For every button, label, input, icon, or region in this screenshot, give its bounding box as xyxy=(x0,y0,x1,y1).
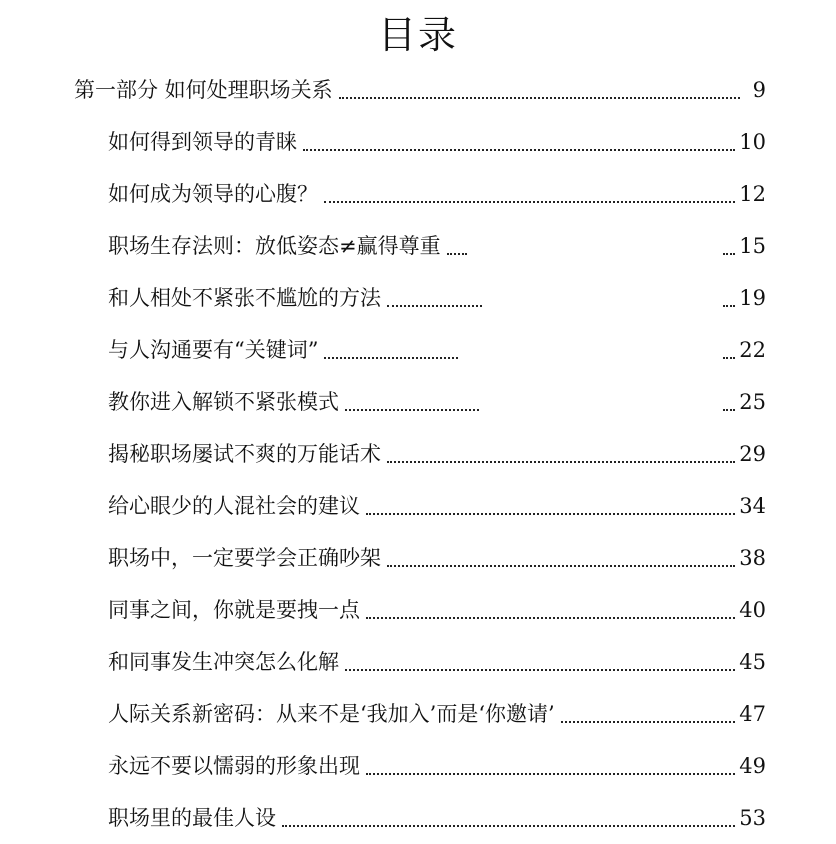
toc-entry-label: 同事之间，你就是要拽一点 xyxy=(108,598,360,622)
toc-entry-page: 53 xyxy=(739,806,766,830)
toc-entry-page: 10 xyxy=(739,130,766,154)
toc-entry[interactable] xyxy=(108,231,766,261)
dot-leader xyxy=(324,201,735,203)
dot-leader-tail xyxy=(723,409,735,411)
toc-entry[interactable] xyxy=(108,387,766,417)
toc-entry[interactable] xyxy=(108,127,766,157)
toc-entry-page: 49 xyxy=(739,754,766,778)
dot-leader xyxy=(345,669,735,671)
toc-entry-label: 揭秘职场屡试不爽的万能话术 xyxy=(108,442,381,466)
toc-entry-label: 职场里的最佳人设 xyxy=(108,806,276,830)
toc-entry-page: 38 xyxy=(739,546,766,570)
dot-leader xyxy=(366,513,735,515)
toc-entry-label: 永远不要以懦弱的形象出现 xyxy=(108,754,360,778)
toc-entry-label: 职场生存法则：放低姿态≠赢得尊重 xyxy=(108,234,441,258)
toc-entry[interactable] xyxy=(108,179,766,209)
toc-entry[interactable] xyxy=(108,491,766,521)
toc-entry-label: 教你进入解锁不紧张模式 xyxy=(108,390,339,414)
toc-entry-page: 22 xyxy=(739,338,766,362)
toc-entry-page: 40 xyxy=(739,598,766,622)
toc-entry-page: 19 xyxy=(739,286,766,310)
toc-entry[interactable] xyxy=(108,439,766,469)
toc-entry-page: 47 xyxy=(739,702,766,726)
toc-entry[interactable] xyxy=(108,647,766,677)
dot-leader xyxy=(345,409,479,411)
toc-entry-part-1[interactable] xyxy=(74,75,766,105)
toc-entry[interactable] xyxy=(108,595,766,625)
toc-entry-page: 15 xyxy=(739,234,766,258)
toc-entry[interactable] xyxy=(108,751,766,781)
dot-leader-tail xyxy=(723,357,735,359)
dot-leader xyxy=(387,565,735,567)
toc-entry-label: 与人沟通要有“关键词” xyxy=(108,338,319,362)
toc-entry-page: 29 xyxy=(739,442,766,466)
toc-entry-page: 12 xyxy=(739,182,766,206)
toc-title: 目录 xyxy=(377,13,458,57)
toc-entry-page: 34 xyxy=(739,494,766,518)
toc-entry-label: 和同事发生冲突怎么化解 xyxy=(108,650,339,674)
dot-leader-tail xyxy=(723,253,735,255)
toc-entry-page: 25 xyxy=(739,390,766,414)
toc-entry-label: 职场中，一定要学会正确吵架 xyxy=(108,546,381,570)
toc-entry[interactable] xyxy=(108,335,766,365)
dot-leader xyxy=(303,149,735,151)
dot-leader xyxy=(561,721,736,723)
dot-leader-tail xyxy=(723,305,735,307)
toc-entry[interactable] xyxy=(108,699,766,729)
dot-leader xyxy=(387,305,482,307)
toc-entry-label: 给心眼少的人混社会的建议 xyxy=(108,494,360,518)
toc-entry-label: 如何成为领导的心腹？ xyxy=(108,182,318,206)
toc-entry[interactable] xyxy=(108,543,766,573)
toc-entry-label: 如何得到领导的青睐 xyxy=(108,130,297,154)
dot-leader xyxy=(282,825,735,827)
dot-leader xyxy=(339,97,740,99)
toc-entry-page: 9 xyxy=(752,78,766,102)
toc-entry[interactable] xyxy=(108,283,766,313)
toc-entry-label: 第一部分 如何处理职场关系 xyxy=(74,78,333,102)
toc-entry-label: 和人相处不紧张不尴尬的方法 xyxy=(108,286,381,310)
dot-leader xyxy=(366,617,735,619)
dot-leader xyxy=(447,253,467,255)
toc-entry-label: 人际关系新密码：从来不是‘我加入’而是‘你邀请’ xyxy=(108,702,555,726)
toc-entry[interactable] xyxy=(108,803,766,833)
dot-leader xyxy=(324,357,458,359)
toc-entry-page: 45 xyxy=(739,650,766,674)
dot-leader xyxy=(366,773,735,775)
dot-leader xyxy=(387,461,735,463)
